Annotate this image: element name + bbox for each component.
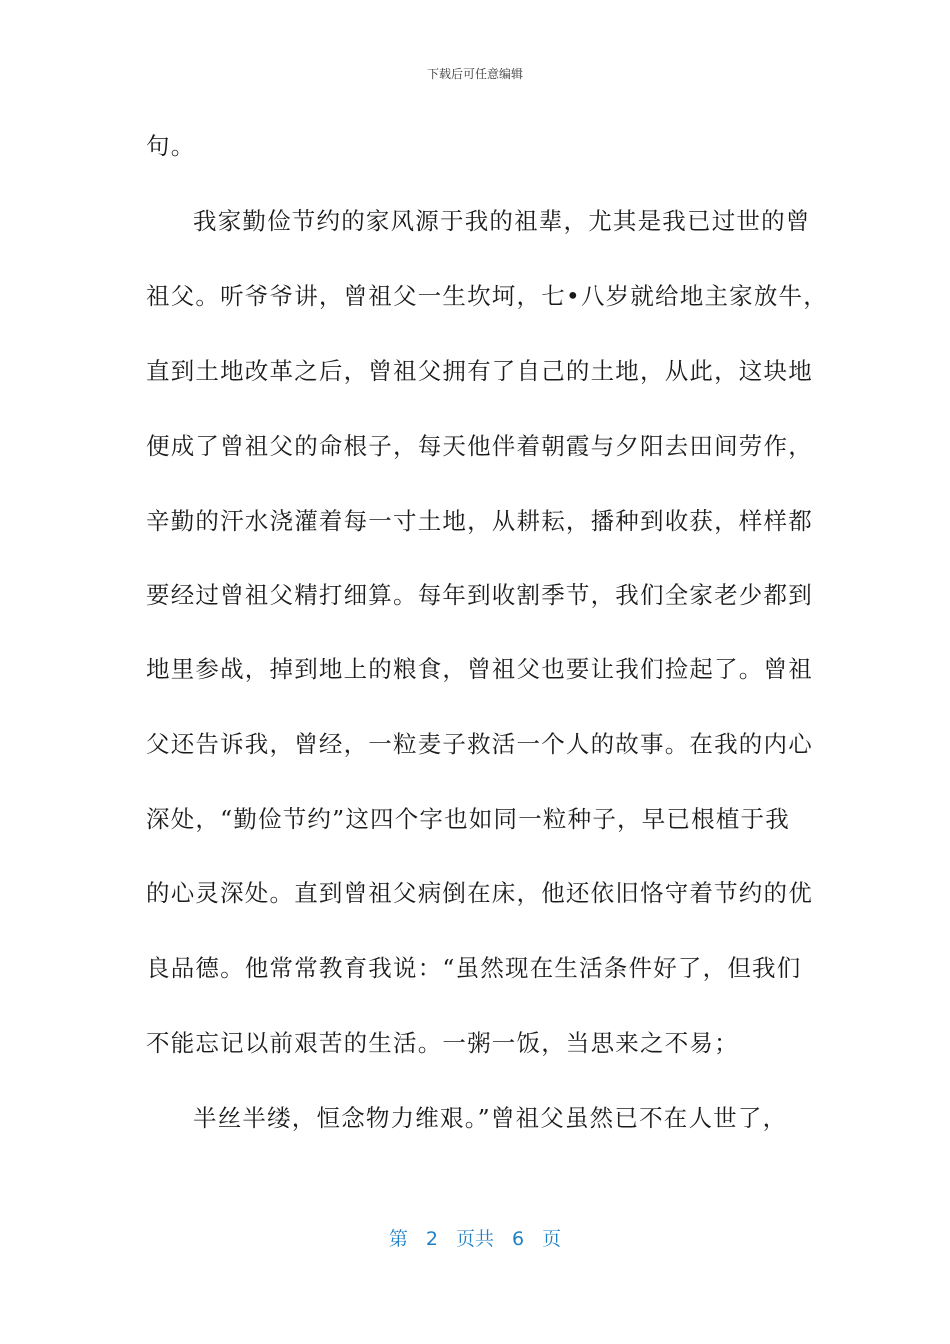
text-line: 深处，“勤俭节约”这四个字也如同一粒种子，早已根植于我 <box>146 805 790 833</box>
text-line: 要经过曾祖父精打细算。每年到收割季节，我们全家老少都到 <box>146 581 813 609</box>
footer-mid-label: 页共 <box>455 1228 494 1250</box>
text-line: 良品德。他常常教育我说：“虽然现在生活条件好了，但我们 <box>146 954 802 982</box>
text-line: 地里参战，掉到地上的粮食，曾祖父也要让我们捡起了。曾祖 <box>146 655 813 683</box>
text-line: 父还告诉我，曾经，一粒麦子救活一个人的故事。在我的内心 <box>146 730 813 758</box>
current-page-number: 2 <box>425 1228 438 1250</box>
page-footer <box>0 1226 950 1252</box>
text-line: 辛勤的汗水浇灌着每一寸土地，从耕耘，播种到收获，样样都 <box>146 507 813 535</box>
total-pages-number: 6 <box>512 1228 525 1250</box>
footer-end-label: 页 <box>542 1228 562 1250</box>
text-line: 便成了曾祖父的命根子，每天他伴着朝霞与夕阳去田间劳作， <box>146 432 813 460</box>
text-line: 句。 <box>146 132 196 160</box>
text-line: 直到土地改革之后，曾祖父拥有了自己的土地，从此，这块地 <box>146 357 813 385</box>
text-line: 的心灵深处。直到曾祖父病倒在床，他还依旧恪守着节约的优 <box>146 879 813 907</box>
paragraph-start-line: 半丝半缕，恒念物力维艰。”曾祖父虽然已不在人世了， <box>193 1104 788 1132</box>
footer-page-label: 第 <box>388 1228 408 1250</box>
text-line: 祖父。听爷爷讲，曾祖父一生坎坷，七•八岁就给地主家放牛， <box>146 282 828 310</box>
page-header: 下载后可任意编辑 <box>426 67 523 81</box>
text-line: 不能忘记以前艰苦的生活。一粥一饭，当思来之不易； <box>146 1029 739 1057</box>
paragraph-start-line: 我家勤俭节约的家风源于我的祖辈，尤其是我已过世的曾 <box>193 207 811 235</box>
